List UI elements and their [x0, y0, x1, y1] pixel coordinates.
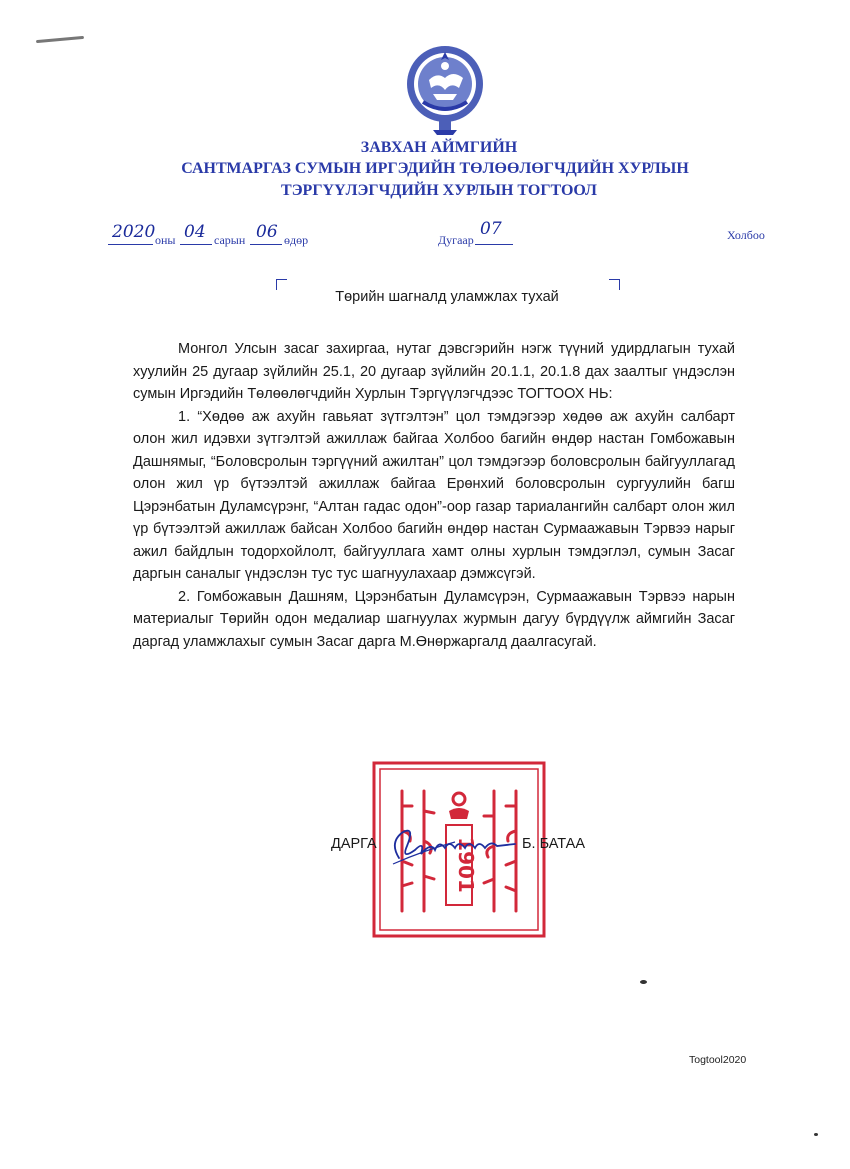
month-label: сарын: [214, 233, 246, 247]
stamp-number: 1901: [454, 837, 478, 893]
signatory-name: Б. БАТАА: [522, 836, 586, 852]
place: Холбоо: [727, 228, 765, 242]
signatory-title: ДАРГА: [331, 836, 377, 852]
footer-code: Togtool2020: [689, 1054, 747, 1066]
document-header: [0, 138, 850, 202]
header-line-3: ТЭРГҮҮЛЭГЧДИЙН ХУРЛЫН ТОГТООЛ: [281, 182, 597, 199]
body-item-2: 2. Гомбожавын Дашням, Цэрэнбатын Дуламсүрэн, Сурмаажавын Тэрвээ нарын материалыг Төрийн одон медалиар шагнуулах журмын дагуу бүрдүүлж аймгийн Засаг даргад уламжлахыг сумын Засаг дарга М.Өнөржаргалд даалгасугай.: [133, 588, 735, 650]
handwritten-number: 07: [480, 219, 502, 239]
number-label: Дугаар: [438, 233, 474, 247]
handwritten-month: 04: [184, 222, 206, 242]
document-subject: Төрийн шагналд уламжлах тухай: [335, 289, 559, 305]
scan-speck: [814, 1133, 818, 1136]
body-item-1: 1. “Хөдөө аж ахуйн гавьяат зүтгэлтэн” цол тэмдэгээр хөдөө аж ахуйн салбарт олон жил идэвхи зүтгэлтэй ажиллаж байгаа Холбоо багийн өндөр настан Гомбожавын Дашнямыг, “Боловсролын тэргүүний ажилтан” цол тэмдэгээр боловсролын байгууллагад олон жил үр бүтээлтэй ажиллаж байгаа Ерөнхий боловсролын сургуулийн багш Цэрэнбатын Дуламсүрэнг, “Алтан гадас одон”-оор газар тариалангийн салбарт олон жил үр бүтээлтэй ажиллаж байсан Холбоо багийн өндөр настан Сурмаажавын Тэрвээ нарыг ажил байдлын тодорхойлолт, байгууллага хамт олны хурлын тэмдэглэл, сумын Засаг даргын саналыг үндэслэн тус тус шагнуулахаар дэмжсүгэй.: [133, 408, 735, 582]
body-intro: Монгол Улсын засаг захиргаа, нутаг дэвсгэрийн нэгж түүний удирдлагын тухай хуулийн 25 дугаар зүйлийн 25.1, 20 дугаар зүйлийн 20.1.1, 20.1.8 дах заалтыг үндэслэн сумын Иргэдийн Төлөөлөгчдийн Хурлын Тэргүүлэгчдээс ТОГТООХ НЬ:: [133, 341, 735, 402]
state-emblem-icon: [403, 44, 487, 136]
scan-speck: [640, 980, 647, 984]
handwritten-day: 06: [256, 222, 278, 242]
handwritten-signature: [385, 820, 525, 870]
document-body: [133, 338, 735, 653]
header-line-1: ЗАВХАН АЙМГИЙН: [360, 139, 518, 156]
handwritten-year: 2020: [112, 222, 156, 242]
scan-mark: [36, 36, 84, 43]
date-line: [0, 219, 850, 252]
year-label: оны: [155, 233, 176, 247]
header-line-2: САНТМАРГАЗ СУМЫН ИРГЭДИЙН ТӨЛӨӨЛӨГЧДИЙН ХУРЛЫН: [181, 160, 689, 177]
day-label: өдөр: [284, 233, 309, 247]
